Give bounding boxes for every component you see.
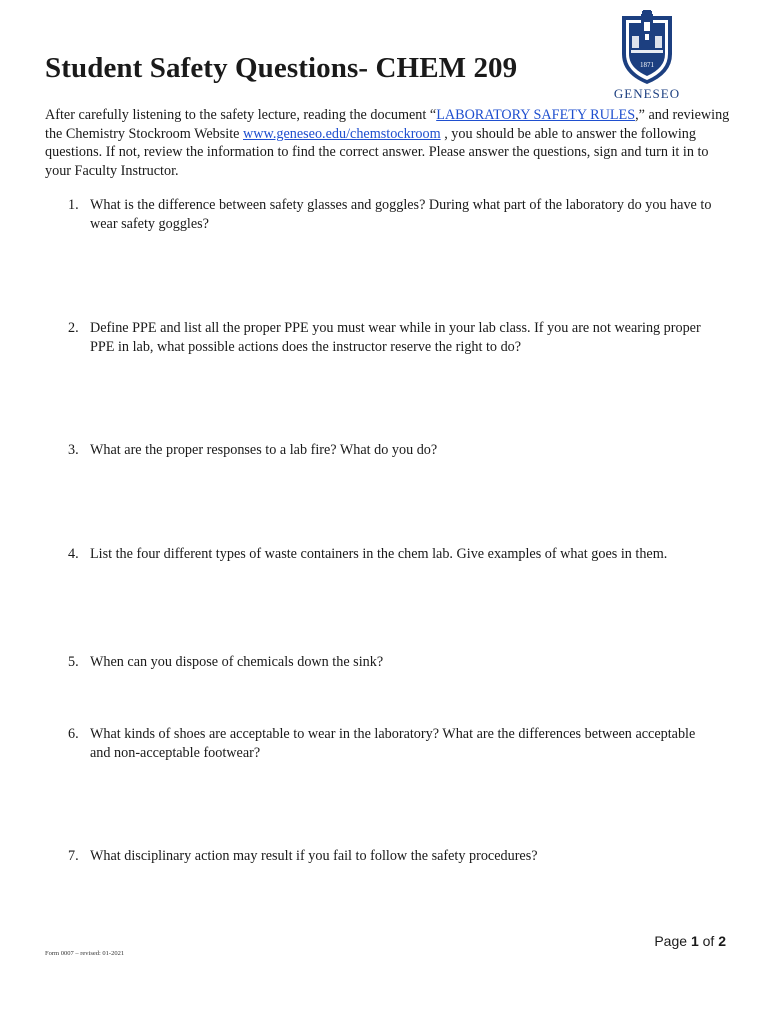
question-5 xyxy=(68,653,718,672)
intro-text-1: After carefully listening to the safety lecture, reading the document “ xyxy=(45,107,437,123)
question-number: 2. xyxy=(68,320,79,336)
question-number: 5. xyxy=(68,654,79,670)
question-1 xyxy=(68,196,718,233)
intro-text-2: ,” and reviewing the Chemistry Stockroom Website xyxy=(45,107,730,142)
question-number: 1. xyxy=(68,197,79,213)
page-title: Student Safety Questions- CHEM 209 xyxy=(45,52,518,84)
question-number: 3. xyxy=(68,442,79,458)
question-number: 6. xyxy=(68,726,79,742)
question-text: When can you dispose of chemicals down the sink? xyxy=(90,654,384,670)
chemstockroom-link[interactable]: www.geneseo.edu/chemstockroom xyxy=(243,125,441,142)
logo-wordmark: GENESEO xyxy=(613,86,681,101)
svg-text:1871: 1871 xyxy=(640,61,654,69)
question-number: 7. xyxy=(68,848,79,864)
intro-paragraph xyxy=(45,106,735,180)
question-text: What kinds of shoes are acceptable to wear in the laboratory? What are the differences between acceptable and non-acceptable footwear? xyxy=(90,726,696,761)
question-text: What are the proper responses to a lab fire? What do you do? xyxy=(90,442,438,458)
safety-rules-link[interactable]: LABORATORY SAFETY RULES xyxy=(436,107,636,123)
question-3 xyxy=(68,441,718,460)
geneseo-shield-icon xyxy=(608,10,686,86)
question-2 xyxy=(68,319,718,356)
question-7 xyxy=(68,847,718,866)
intro-text-3: , you should be able to answer the following questions. If not, review the information to find the correct answer. Please answer the questions, sign and turn it in to your Faculty Instructor. xyxy=(45,125,709,179)
form-revision-footer: Form 0007 – revised: 01-2021 xyxy=(45,950,125,957)
question-4 xyxy=(68,545,718,564)
question-text: What disciplinary action may result if you fail to follow the safety procedures? xyxy=(90,848,538,864)
geneseo-logo xyxy=(608,10,686,104)
question-text: List the four different types of waste containers in the chem lab. Give examples of what goes in them. xyxy=(90,546,668,562)
page-number: Page 1 of 2 xyxy=(654,933,726,949)
question-number: 4. xyxy=(68,546,79,562)
question-text: Define PPE and list all the proper PPE you must wear while in your lab class. If you are not wearing proper PPE in lab, what possible actions does the instructor reserve the right to do? xyxy=(90,320,701,355)
question-text: What is the difference between safety glasses and goggles? During what part of the laboratory do you have to wear safety goggles? xyxy=(90,197,712,232)
question-6 xyxy=(68,725,718,762)
